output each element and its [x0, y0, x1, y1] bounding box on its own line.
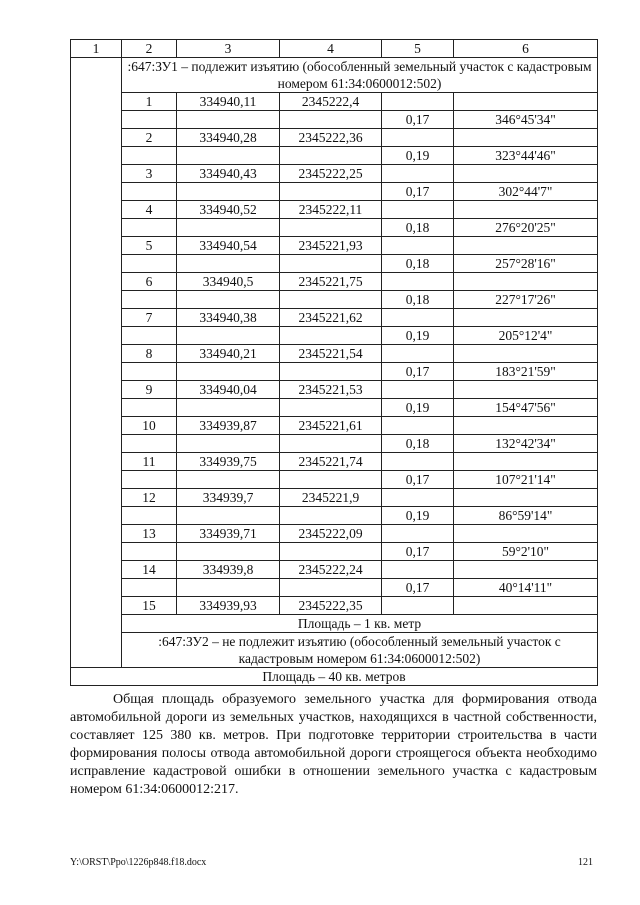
segment-length: 0,17	[382, 183, 454, 201]
point-x: 334940,5	[177, 273, 280, 291]
empty-cell	[280, 471, 382, 489]
empty-first-column	[71, 58, 122, 668]
point-number: 15	[122, 597, 177, 615]
point-y: 2345222,24	[280, 561, 382, 579]
empty-cell	[382, 237, 454, 255]
point-row	[71, 273, 598, 291]
empty-cell	[454, 309, 598, 327]
col-header: 3	[177, 40, 280, 58]
empty-cell	[454, 597, 598, 615]
segment-length: 0,17	[382, 579, 454, 597]
segment-length: 0,17	[382, 471, 454, 489]
empty-cell	[280, 543, 382, 561]
segment-length: 0,19	[382, 399, 454, 417]
segment-length: 0,17	[382, 363, 454, 381]
segment-row	[71, 579, 598, 597]
empty-cell	[382, 309, 454, 327]
point-y: 2345221,62	[280, 309, 382, 327]
empty-cell	[280, 363, 382, 381]
section1-title: :647:ЗУ1 – подлежит изъятию (обособленный земельный участок с кадастровым номером 61:34:0600012:502)	[122, 58, 598, 93]
point-row	[71, 381, 598, 399]
segment-length: 0,19	[382, 147, 454, 165]
point-number: 2	[122, 129, 177, 147]
point-x: 334940,52	[177, 201, 280, 219]
point-number: 1	[122, 93, 177, 111]
empty-cell	[454, 237, 598, 255]
empty-cell	[280, 183, 382, 201]
segment-bearing: 257°28'16"	[454, 255, 598, 273]
segment-row	[71, 471, 598, 489]
segment-row	[71, 219, 598, 237]
empty-cell	[454, 381, 598, 399]
empty-cell	[177, 363, 280, 381]
point-number: 4	[122, 201, 177, 219]
empty-cell	[122, 147, 177, 165]
segment-bearing: 276°20'25"	[454, 219, 598, 237]
empty-cell	[177, 399, 280, 417]
point-x: 334939,75	[177, 453, 280, 471]
point-x: 334939,8	[177, 561, 280, 579]
empty-cell	[382, 561, 454, 579]
section-title-row	[71, 58, 598, 93]
segment-row	[71, 435, 598, 453]
point-y: 2345221,53	[280, 381, 382, 399]
empty-cell	[280, 219, 382, 237]
point-row	[71, 237, 598, 255]
empty-cell	[454, 201, 598, 219]
point-row	[71, 417, 598, 435]
section2-title: :647:ЗУ2 – не подлежит изъятию (обособленный земельный участок с кадастровым номером 61:34:0600012:502)	[122, 633, 598, 668]
point-row	[71, 489, 598, 507]
empty-cell	[122, 363, 177, 381]
segment-bearing: 107°21'14"	[454, 471, 598, 489]
empty-cell	[177, 507, 280, 525]
empty-cell	[177, 219, 280, 237]
point-x: 334940,54	[177, 237, 280, 255]
point-x: 334940,28	[177, 129, 280, 147]
empty-cell	[177, 435, 280, 453]
empty-cell	[280, 111, 382, 129]
point-row	[71, 309, 598, 327]
point-x: 334940,21	[177, 345, 280, 363]
header-row	[71, 40, 598, 58]
point-row	[71, 201, 598, 219]
point-y: 2345221,54	[280, 345, 382, 363]
empty-cell	[122, 579, 177, 597]
point-row	[71, 345, 598, 363]
empty-cell	[280, 147, 382, 165]
col-header: 5	[382, 40, 454, 58]
segment-bearing: 59°2'10"	[454, 543, 598, 561]
area-row	[71, 615, 598, 633]
segment-length: 0,18	[382, 255, 454, 273]
empty-cell	[382, 525, 454, 543]
segment-length: 0,19	[382, 327, 454, 345]
point-x: 334939,7	[177, 489, 280, 507]
empty-cell	[382, 489, 454, 507]
point-y: 2345222,36	[280, 129, 382, 147]
empty-cell	[280, 435, 382, 453]
point-y: 2345222,09	[280, 525, 382, 543]
page-number: 121	[578, 857, 593, 868]
segment-bearing: 132°42'34"	[454, 435, 598, 453]
segment-bearing: 86°59'14"	[454, 507, 598, 525]
point-y: 2345222,4	[280, 93, 382, 111]
point-number: 7	[122, 309, 177, 327]
empty-cell	[122, 255, 177, 273]
point-number: 10	[122, 417, 177, 435]
empty-cell	[454, 561, 598, 579]
point-y: 2345221,93	[280, 237, 382, 255]
segment-bearing: 205°12'4"	[454, 327, 598, 345]
body-paragraph: Общая площадь образуемого земельного участка для формирования отвода автомобильной дороги из земельных участков, находящихся в частной собственности, составляет 125 380 кв. метров. При подготовке территории строительства в части формирования полосы отвода автомобильной дороги строящегося объекта необходимо исправление кадастровой ошибки в отношении земельного участка с кадастровым номером 61:34:0600012:217.	[70, 692, 597, 797]
segment-length: 0,17	[382, 111, 454, 129]
segment-row	[71, 183, 598, 201]
point-row	[71, 165, 598, 183]
segment-bearing: 227°17'26"	[454, 291, 598, 309]
section-title-row	[71, 633, 598, 668]
segment-length: 0,18	[382, 219, 454, 237]
col-header: 1	[71, 40, 122, 58]
empty-cell	[177, 327, 280, 345]
col-header: 4	[280, 40, 382, 58]
empty-cell	[382, 453, 454, 471]
coordinates-table	[70, 39, 598, 686]
point-row	[71, 453, 598, 471]
empty-cell	[454, 489, 598, 507]
point-x: 334940,43	[177, 165, 280, 183]
point-y: 2345221,74	[280, 453, 382, 471]
empty-cell	[454, 273, 598, 291]
point-y: 2345221,61	[280, 417, 382, 435]
point-number: 14	[122, 561, 177, 579]
empty-cell	[122, 399, 177, 417]
point-number: 13	[122, 525, 177, 543]
point-y: 2345222,35	[280, 597, 382, 615]
point-number: 11	[122, 453, 177, 471]
segment-bearing: 183°21'59"	[454, 363, 598, 381]
segment-row	[71, 399, 598, 417]
point-number: 6	[122, 273, 177, 291]
empty-cell	[454, 129, 598, 147]
point-x: 334939,71	[177, 525, 280, 543]
segment-bearing: 40°14'11"	[454, 579, 598, 597]
point-y: 2345222,11	[280, 201, 382, 219]
empty-cell	[280, 507, 382, 525]
empty-cell	[454, 417, 598, 435]
empty-cell	[280, 399, 382, 417]
col-header: 6	[454, 40, 598, 58]
empty-cell	[177, 543, 280, 561]
empty-cell	[454, 165, 598, 183]
empty-cell	[122, 183, 177, 201]
point-number: 5	[122, 237, 177, 255]
empty-cell	[177, 291, 280, 309]
segment-row	[71, 291, 598, 309]
empty-cell	[122, 543, 177, 561]
empty-cell	[454, 93, 598, 111]
point-y: 2345222,25	[280, 165, 382, 183]
empty-cell	[122, 471, 177, 489]
point-row	[71, 129, 598, 147]
point-number: 9	[122, 381, 177, 399]
area1-text: Площадь – 1 кв. метр	[122, 615, 598, 633]
empty-cell	[454, 345, 598, 363]
segment-row	[71, 327, 598, 345]
segment-row	[71, 147, 598, 165]
col-header: 2	[122, 40, 177, 58]
empty-cell	[122, 291, 177, 309]
segment-row	[71, 363, 598, 381]
point-y: 2345221,75	[280, 273, 382, 291]
empty-cell	[382, 597, 454, 615]
empty-cell	[122, 435, 177, 453]
empty-cell	[382, 201, 454, 219]
point-number: 3	[122, 165, 177, 183]
empty-cell	[177, 471, 280, 489]
empty-cell	[382, 93, 454, 111]
empty-cell	[382, 381, 454, 399]
point-row	[71, 525, 598, 543]
segment-row	[71, 255, 598, 273]
area-row	[71, 668, 598, 686]
empty-cell	[454, 525, 598, 543]
empty-cell	[177, 579, 280, 597]
empty-cell	[454, 453, 598, 471]
point-number: 8	[122, 345, 177, 363]
segment-bearing: 346°45'34"	[454, 111, 598, 129]
empty-cell	[382, 129, 454, 147]
point-x: 334939,87	[177, 417, 280, 435]
empty-cell	[382, 417, 454, 435]
empty-cell	[280, 327, 382, 345]
point-y: 2345221,9	[280, 489, 382, 507]
segment-length: 0,17	[382, 543, 454, 561]
point-row	[71, 561, 598, 579]
empty-cell	[122, 111, 177, 129]
empty-cell	[382, 165, 454, 183]
point-row	[71, 93, 598, 111]
segment-length: 0,19	[382, 507, 454, 525]
segment-bearing: 323°44'46"	[454, 147, 598, 165]
empty-cell	[177, 111, 280, 129]
point-number: 12	[122, 489, 177, 507]
empty-cell	[122, 219, 177, 237]
empty-cell	[177, 183, 280, 201]
point-x: 334940,11	[177, 93, 280, 111]
empty-cell	[280, 579, 382, 597]
point-x: 334940,38	[177, 309, 280, 327]
empty-cell	[280, 291, 382, 309]
empty-cell	[382, 273, 454, 291]
empty-cell	[280, 255, 382, 273]
segment-row	[71, 543, 598, 561]
segment-row	[71, 507, 598, 525]
point-x: 334940,04	[177, 381, 280, 399]
segment-bearing: 154°47'56"	[454, 399, 598, 417]
footer-file-path: Y:\ORST\Ppo\1226p848.f18.docx	[70, 857, 207, 868]
empty-cell	[177, 147, 280, 165]
segment-length: 0,18	[382, 435, 454, 453]
empty-cell	[122, 327, 177, 345]
segment-length: 0,18	[382, 291, 454, 309]
area2-text: Площадь – 40 кв. метров	[71, 668, 598, 686]
segment-row	[71, 111, 598, 129]
empty-cell	[382, 345, 454, 363]
empty-cell	[122, 507, 177, 525]
point-x: 334939,93	[177, 597, 280, 615]
point-row	[71, 597, 598, 615]
segment-bearing: 302°44'7"	[454, 183, 598, 201]
empty-cell	[177, 255, 280, 273]
